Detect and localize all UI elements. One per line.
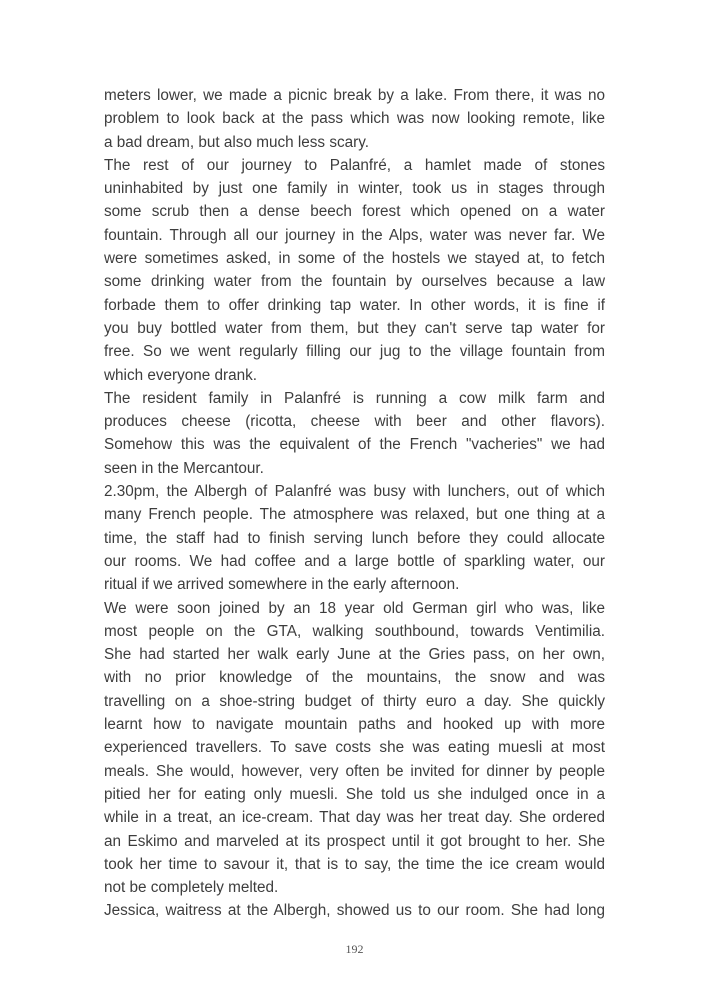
text-line: uninhabited by just one family in winter, took us in stages through — [104, 180, 605, 198]
text-line: some scrub then a dense beech forest which opened on a water — [104, 203, 605, 221]
text-line: 2.30pm, the Albergh of Palanfré was busy with lunchers, out of which — [104, 483, 605, 501]
body-text — [104, 84, 605, 923]
paragraph — [104, 154, 605, 387]
text-line: forbade them to offer drinking tap water. In other words, it is fine if — [104, 296, 605, 314]
text-line: free. So we went regularly filling our jug to the village fountain from — [104, 343, 605, 361]
text-line: while in a treat, an ice-cream. That day was her treat day. She ordered — [104, 809, 605, 827]
paragraph — [104, 84, 605, 154]
text-line: The resident family in Palanfré is running a cow milk farm and — [104, 389, 605, 407]
text-line: ritual if we arrived somewhere in the early afternoon. — [104, 576, 460, 594]
text-line: with no prior knowledge of the mountains, the snow and was — [104, 669, 605, 687]
paragraph — [104, 480, 605, 596]
text-line: time, the staff had to finish serving lunch before they could allocate — [104, 529, 605, 547]
page-number: 192 — [345, 942, 364, 956]
text-line: not be completely melted. — [104, 879, 279, 897]
text-line: learnt how to navigate mountain paths and hooked up with more — [104, 716, 605, 734]
text-line: seen in the Mercantour. — [104, 459, 264, 477]
text-line: travelling on a shoe-string budget of thirty euro a day. She quickly — [104, 692, 605, 710]
text-line: our rooms. We had coffee and a large bottle of sparkling water, our — [104, 552, 605, 570]
text-line: meters lower, we made a picnic break by a lake. From there, it was no — [104, 87, 605, 104]
text-line: many French people. The atmosphere was relaxed, but one thing at a — [104, 506, 605, 524]
text-line: fountain. Through all our journey in the Alps, water was never far. We — [104, 226, 605, 244]
text-line: We were soon joined by an 18 year old German girl who was, like — [104, 599, 605, 617]
text-line: pitied her for eating only muesli. She told us she indulged once in a — [104, 785, 605, 803]
text-line: experienced travellers. To save costs she was eating muesli at most — [104, 739, 605, 757]
text-line: She had started her walk early June at the Gries pass, on her own, — [104, 646, 605, 664]
text-line: were sometimes asked, in some of the hostels we stayed at, to fetch — [104, 250, 605, 268]
text-line: meals. She would, however, very often be invited for dinner by people — [104, 762, 605, 780]
text-line: a bad dream, but also much less scary. — [104, 133, 369, 151]
text-line: Jessica, waitress at the Albergh, showed us to our room. She had long — [104, 902, 605, 920]
text-line: most people on the GTA, walking southbound, towards Ventimilia. — [104, 622, 605, 640]
text-line: some drinking water from the fountain by ourselves because a law — [104, 273, 605, 291]
paragraph — [104, 899, 605, 922]
text-line: took her time to savour it, that is to say, the time the ice cream would — [104, 855, 605, 873]
text-line: you buy bottled water from them, but they can't serve tap water for — [104, 319, 605, 337]
text-line: which everyone drank. — [104, 366, 258, 384]
text-line: The rest of our journey to Palanfré, a hamlet made of stones — [104, 156, 605, 174]
text-line: Somehow this was the equivalent of the French "vacheries" we had — [104, 436, 605, 454]
text-line: produces cheese (ricotta, cheese with beer and other flavors). — [104, 413, 605, 431]
paragraph — [104, 387, 605, 480]
text-line: problem to look back at the pass which was now looking remote, like — [104, 110, 605, 128]
text-line: an Eskimo and marveled at its prospect until it got brought to her. She — [104, 832, 605, 850]
paragraph — [104, 597, 605, 900]
